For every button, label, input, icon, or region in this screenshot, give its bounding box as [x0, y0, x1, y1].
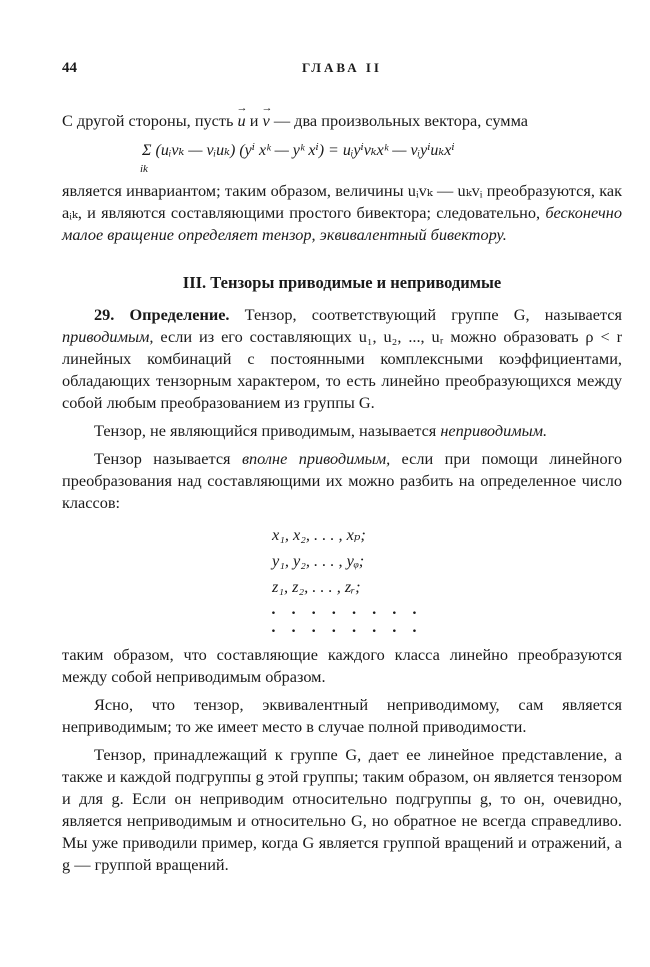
after-paragraph-2: Ясно, что тензор, эквивалентный неприводимому, сам является неприводимым; то же имеет место в случае полной приводимости.: [62, 695, 622, 736]
fully-reducible-text-b: если при помощи линейного преобразования над составляющими их можно разбить на определенное число классов:: [62, 449, 622, 512]
definition-text-a: Тензор, соответствующий группе G, называется: [229, 305, 622, 324]
formula-equation: Σ (uᵢvₖ — vᵢuₖ) (yⁱ xᵏ — yᵏ xⁱ) = uᵢyⁱvₖxᵏ — vᵢyⁱuₖxⁱ: [142, 142, 455, 159]
intro-conclusion-italic: бесконечно малое вращение определяет тензор, эквивалентный бивектору.: [62, 203, 622, 244]
definition-number: 29. Определение.: [94, 305, 230, 324]
page-header: [62, 60, 622, 82]
classes-list: [272, 522, 622, 636]
term-fully-reducible: вполне приводимым,: [241, 449, 391, 468]
vector-u: → u: [238, 110, 246, 132]
vector-v: → v: [263, 110, 270, 132]
page-number: 44: [62, 60, 77, 76]
irreducible-paragraph: [62, 420, 622, 442]
intro-text-a: С другой стороны, пусть: [62, 111, 238, 130]
class-row-y: y₁, y₂, . . . , yᵩ;: [272, 551, 365, 570]
after-paragraph-1: таким образом, что составляющие каждого класса линейно преобразуются между собой неприводимым образом.: [62, 645, 622, 686]
class-dots-2: . . . . . . . .: [272, 617, 424, 636]
chapter-title: ГЛАВА II: [302, 60, 382, 75]
class-dots-1: . . . . . . . .: [272, 599, 424, 618]
irreducible-text: Тензор, не являющийся приводимым, называется: [94, 421, 441, 440]
formula: [62, 136, 622, 176]
term-irreducible: неприводимым.: [440, 421, 548, 440]
fully-reducible-paragraph: [62, 448, 622, 514]
intro-text-and: и: [245, 111, 263, 130]
intro-text-b: — два произвольных вектора, сумма: [269, 111, 528, 130]
formula-sum-index: ik: [140, 163, 148, 175]
intro-conclusion: [62, 180, 622, 246]
class-row-z: z₁, z₂, . . . , zᵣ;: [272, 577, 361, 596]
definition-text-b: если из его составляющих u₁, u₂, ..., uᵣ можно образовать ρ < r линейных комбинаций с постоянными комплексными коэффициентами, обладающих тензорным характером, то есть линейно преобразующихся между собой любым преобразованием из группы G.: [62, 327, 622, 412]
fully-reducible-text-a: Тензор называется: [94, 449, 242, 468]
term-reducible: приводимым,: [62, 327, 154, 346]
page-body: [62, 110, 622, 876]
section-heading: III. Тензоры приводимые и неприводимые: [182, 273, 502, 292]
class-row-x: x₁, x₂, . . . , xₚ;: [272, 525, 366, 544]
after-paragraph-3: Тензор, принадлежащий к группе G, дает ее линейное представление, а также и каждой подгруппы g этой группы; таким образом, он является тензором и для g. Если он неприводим относительно подгруппы g, то он, очевидно, является неприводимым и относительно G, но обратное не всегда справедливо. Мы уже приводили пример, когда G является группой вращений и отражений, а g — группой вращений.: [62, 745, 622, 874]
definition-paragraph: [62, 304, 622, 414]
intro-paragraph: [62, 110, 622, 132]
intro-conclusion-text: является инвариантом; таким образом, величины uᵢvₖ — uₖvᵢ преобразуются, как aᵢₖ, и являются составляющими простого бивектора; следовательно,: [62, 181, 622, 222]
